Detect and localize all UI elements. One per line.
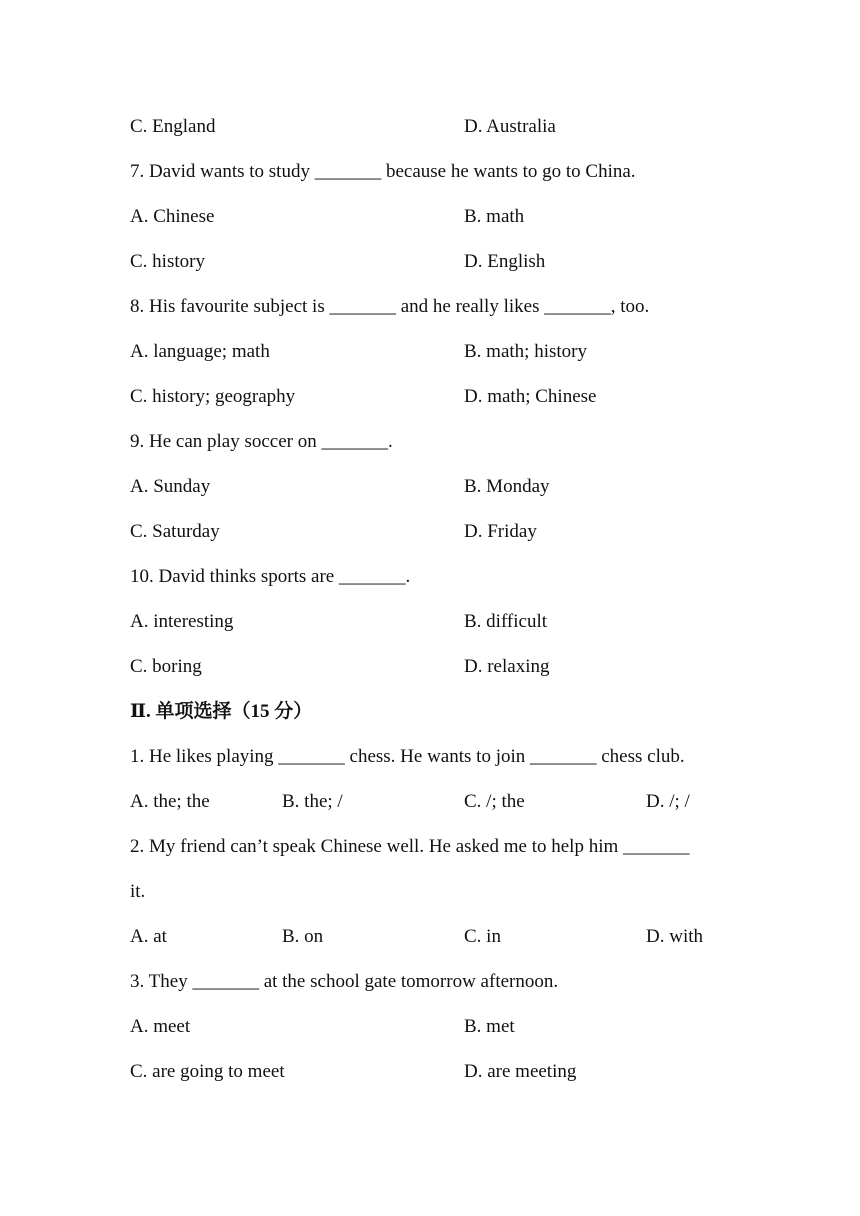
q6-options-row-2 — [130, 114, 750, 140]
s2-stem-continuation: it. — [130, 881, 146, 902]
q8-option-b[interactable]: B. math; history — [464, 341, 587, 362]
q7-options-row-1 — [130, 204, 750, 230]
q10-option-d[interactable]: D. relaxing — [464, 656, 550, 677]
q7-option-b[interactable]: B. math — [464, 206, 525, 227]
q8-options-row-2 — [130, 384, 750, 410]
s1-options-row — [130, 789, 750, 815]
q6-option-c[interactable]: C. England — [130, 116, 216, 137]
q8-option-c[interactable]: C. history; geography — [130, 386, 296, 407]
q7-stem: 7. David wants to study _______ because he wants to go to China. — [130, 161, 636, 182]
q10-stem: 10. David thinks sports are _______. — [130, 566, 411, 587]
q10-option-b[interactable]: B. difficult — [464, 611, 548, 632]
q8-option-d[interactable]: D. math; Chinese — [464, 386, 597, 407]
q8-options-row-1 — [130, 339, 750, 365]
s2-option-d[interactable]: D. with — [646, 926, 703, 947]
s1-option-a[interactable]: A. the; the — [130, 791, 210, 812]
q9-option-a[interactable]: A. Sunday — [130, 476, 211, 497]
q9-option-d[interactable]: D. Friday — [464, 521, 537, 542]
q7-option-c[interactable]: C. history — [130, 251, 205, 272]
s3-option-d[interactable]: D. are meeting — [464, 1061, 577, 1082]
s2-stem: 2. My friend can’t speak Chinese well. He asked me to help him _______ — [130, 836, 690, 857]
s2-option-b[interactable]: B. on — [282, 926, 324, 947]
q8-option-a[interactable]: A. language; math — [130, 341, 270, 362]
s1-option-c[interactable]: C. /; the — [464, 791, 525, 812]
s3-options-row-1 — [130, 1014, 750, 1040]
s3-option-c[interactable]: C. are going to meet — [130, 1061, 285, 1082]
q9-stem: 9. He can play soccer on _______. — [130, 431, 393, 452]
q9-options-row-1 — [130, 474, 750, 500]
s1-stem: 1. He likes playing _______ chess. He wants to join _______ chess club. — [130, 746, 685, 767]
q8-stem: 8. His favourite subject is _______ and he really likes _______, too. — [130, 296, 650, 317]
s2-options-row — [130, 924, 750, 950]
section-heading: Ⅱ. 单项选择（15 分） — [130, 701, 313, 722]
q10-options-row-1 — [130, 609, 750, 635]
q9-option-b[interactable]: B. Monday — [464, 476, 550, 497]
q7-option-d[interactable]: D. English — [464, 251, 546, 272]
s3-option-b[interactable]: B. met — [464, 1016, 515, 1037]
s3-options-row-2 — [130, 1059, 750, 1085]
q10-option-a[interactable]: A. interesting — [130, 611, 234, 632]
s2-option-a[interactable]: A. at — [130, 926, 167, 947]
q9-options-row-2 — [130, 519, 750, 545]
s1-option-d[interactable]: D. /; / — [646, 791, 690, 812]
s2-option-c[interactable]: C. in — [464, 926, 501, 947]
q7-options-row-2 — [130, 249, 750, 275]
q6-option-d[interactable]: D. Australia — [464, 116, 556, 137]
s1-option-b[interactable]: B. the; / — [282, 791, 343, 812]
q10-option-c[interactable]: C. boring — [130, 656, 202, 677]
s3-option-a[interactable]: A. meet — [130, 1016, 191, 1037]
q7-option-a[interactable]: A. Chinese — [130, 206, 215, 227]
s3-stem: 3. They _______ at the school gate tomorrow afternoon. — [130, 971, 559, 992]
q9-option-c[interactable]: C. Saturday — [130, 521, 220, 542]
q10-options-row-2 — [130, 654, 750, 680]
